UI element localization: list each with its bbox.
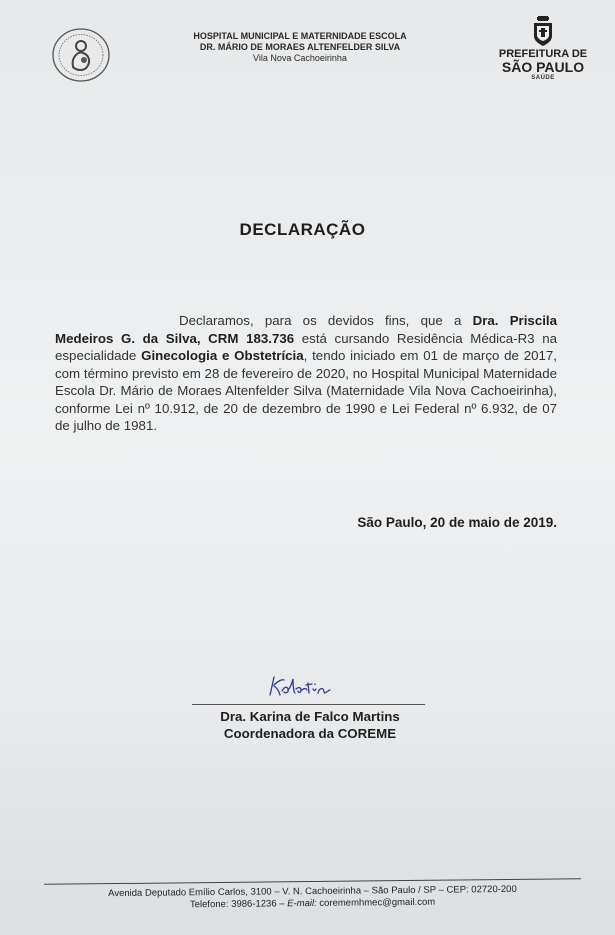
body-text-2: está cursando Residência Médica-R3 na especialidade [55,330,557,363]
prefeitura-line-1: PREFEITURA DE [498,48,588,60]
footer-phone: Telefone: 3986-1236 – [189,898,288,911]
signer-role: Coordenadora da COREME [223,726,397,741]
prefeitura-logo [498,16,588,86]
body-specialty: Ginecologia e Obstetrícia [141,348,304,363]
body-text-1: Declaramos, para os devidos fins, que a [179,313,473,328]
header-line-1: HOSPITAL MUNICIPAL E MATERNIDADE ESCOLA [193,31,407,41]
footer-email-label: E-mail: [287,897,317,910]
body-name-crm: Dra. Priscila Medeiros G. da Silva, CRM 183.736 [55,313,558,346]
signature-line [192,704,425,705]
document-title: DECLARAÇÃO [239,220,366,239]
prefeitura-line-3: SAÚDE [531,75,555,81]
footer-address: Avenida Deputado Emílio Carlos, 3100 – V. N. Cachoeirinha – São Paulo / SP – CEP: 02720-200 [108,883,517,900]
body-text-3: , tendo iniciado em 01 de março de 2017, com término previsto em 28 de fevereiro de 2020, no Hospital Municipal Maternidade Escola Dr. Mário de Moraes Altenfelder Silva (Maternidade Vila Nova Cachoeirinha), conforme Lei nº 10.912, de 20 de dezembro de 1990 e Lei Federal nº 6.932, de 07 de julho de 1981. [55,348,557,433]
prefeitura-line-2: SÃO PAULO [501,59,585,75]
declaration-body [55,312,557,435]
handwritten-signature [262,669,352,703]
sao-paulo-coat-of-arms-icon [532,16,554,46]
signer-block [160,708,460,742]
hospital-maternity-logo-icon [51,27,111,83]
footer-email: corememhmec@gmail.com [316,896,436,909]
header-line-3: Vila Nova Cachoeirinha [253,53,347,63]
signer-name: Dra. Karina de Falco Martins [220,709,400,724]
hospital-header [150,31,450,64]
header-line-2: DR. MÁRIO DE MORAES ALTENFELDER SILVA [199,42,401,52]
footer-contact [60,883,565,912]
document-date: São Paulo, 20 de maio de 2019. [357,515,557,530]
